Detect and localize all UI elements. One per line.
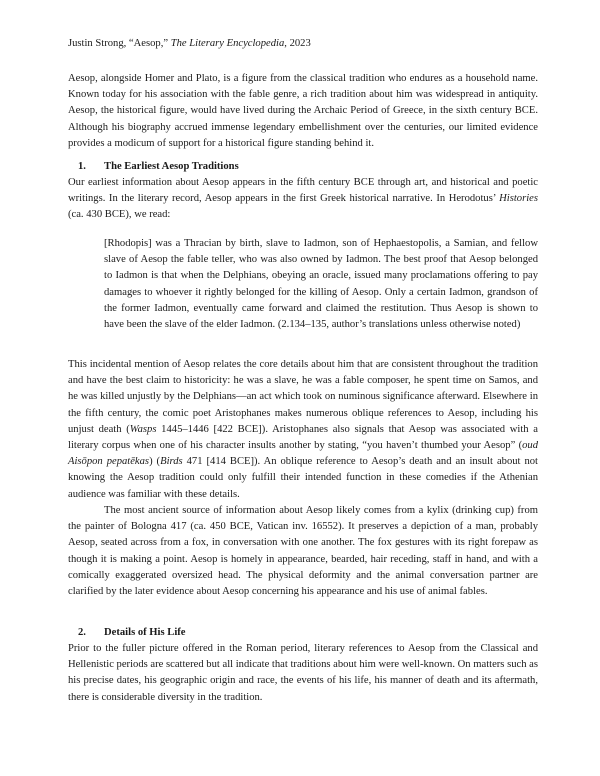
section-1-heading	[78, 159, 548, 175]
section-1-paragraph-2: This incidental mention of Aesop relates the core details about him that are consistent throughout the tradition and have the best claim to historicity: he was a slave, he was a fable composer, he spent time on Samos, and he was killed unjustly by the Delphians—an act which took on numinous significance afterward. Elsewhere in the fifth century, the comic poet Aristophanes makes numerous oblique references to Aesop, including his unjust death (Wasps 1445–1446 [422 BCE]). Aristophanes also signals that Aesop was associated with a literary corpus when one of his character insults another by stating, “you haven’t thumbed your Aesop” (oud Aisōpon pepatēkas) (Birds 471 [414 BCE]). An oblique reference to Aesop’s death and an insult about not knowing the Aesop tradition could only fulfill their intended function in these comedies if the Athenian audience was familiar with these details.	[68, 359, 539, 500]
intro-paragraph: Aesop, alongside Homer and Plato, is a figure from the classical tradition who endures as a household name. Known today for his association with the fable genre, a rich tradition about him was widespread in antiquity. Aesop, the historical figure, would have lived during the Archaic Period of Greece, in the sixth century BCE. Although his biography accrued immense legendary embellishment over the centuries, our limited evidence provides a modicum of support for a historical figure standing behind it.	[68, 73, 538, 149]
running-head-author: Justin Strong, “Aesop,”	[68, 38, 171, 49]
section-1-title: The Earliest Aesop Traditions	[104, 161, 239, 172]
section-2-title: Details of His Life	[104, 627, 186, 638]
section-2-paragraph-1: Prior to the fuller picture offered in the Roman period, literary references to Aesop from the Classical and Hellenistic periods are scattered but all indicate that traditions about him were well-known. On matters such as his precise dates, his geographic origin and race, the events of his life, his manner of death and its aftermath, there is considerable diversity in the tradition.	[68, 643, 538, 703]
section-1-paragraph-1: Our earliest information about Aesop appears in the fifth century BCE through art, and historical and poetic writings. In the literary record, Aesop appears in the first Greek historical narrative. In Herodotus’ Histories (ca. 430 BCE), we read:	[68, 177, 538, 221]
herodotus-block-quote: [Rhodopis] was a Thracian by birth, slave to Iadmon, son of Hephaestopolis, a Samian, and fellow slave of Aesop the fable teller, who was also owned by Iadmon. The best proof that Aesop belonged to Iadmon is that when the Delphians, obeying an oracle, issued many proclamations offering to pay damages to whoever it rightly belonged for the killing of Aesop. Only a certain Iadmon, grandson of the former Iadmon, eventually came forward and claimed the restitution. Thus Aesop is shown to have been the slave of the elder Iadmon. (2.134–135, author’s translations unless otherwise noted)	[104, 238, 538, 331]
section-2-number: 2.	[78, 627, 86, 638]
section-2-heading	[78, 625, 548, 641]
section-1-number: 1.	[78, 161, 86, 172]
running-head-year: , 2023	[284, 38, 311, 49]
section-1-paragraph-3: The most ancient source of information about Aesop likely comes from a kylix (drinking cup) from the painter of Bologna 417 (ca. 450 BCE, Vatican inv. 16552). It preserves a depiction of a man, probably Aesop, seated across from a fox, in conversation with one another. The fox gestures with its right forepaw as though it is making a point. Aesop is homely in appearance, bearded, hair receding, staff in hand, and with a comically exaggerated oversized head. The physical deformity and the animal conversation partner are clarified by the later evidence about Aesop concerning his appearance and his use of animal fables.	[68, 505, 538, 598]
running-head-publication: The Literary Encyclopedia	[170, 38, 285, 49]
running-head	[68, 36, 311, 52]
